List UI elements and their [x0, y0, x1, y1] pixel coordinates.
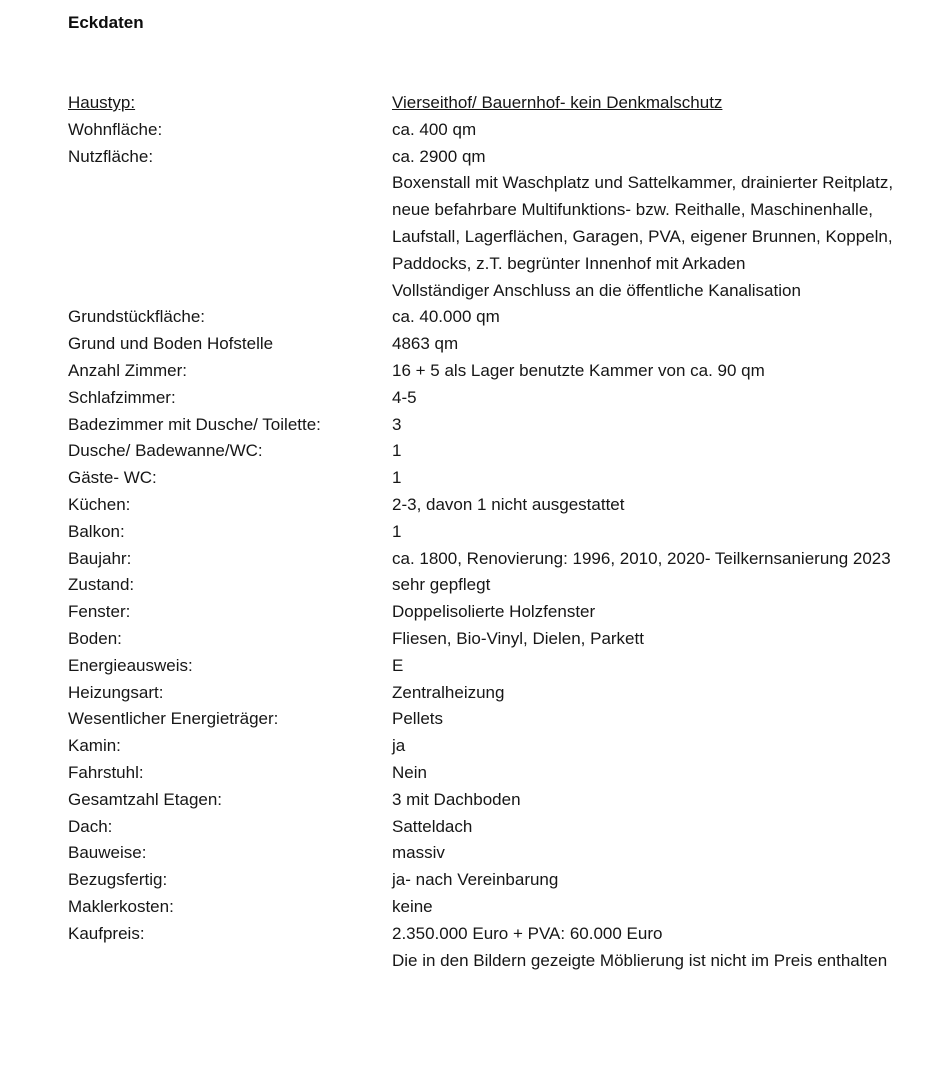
row-value: 16 + 5 als Lager benutzte Kammer von ca. 90 qm: [392, 360, 765, 380]
row-label: Baujahr:: [68, 548, 132, 568]
table-row: [68, 840, 905, 867]
row-value: 4-5: [392, 387, 417, 407]
row-value: Boxenstall mit Waschplatz und Sattelkammer, drainierter Reitplatz, neue befahrbare Multifunktions- bzw. Reithalle, Maschinenhalle, Laufstall, Lagerflächen, Garagen, PVA, eigener Brunnen, Koppeln, Paddocks, z.T. begrünter Innenhof mit Arkaden: [392, 173, 894, 273]
row-label: Fenster:: [68, 602, 131, 622]
table-row: [68, 787, 905, 814]
row-value: Die in den Bildern gezeigte Möblierung ist nicht im Preis enthalten: [392, 950, 888, 970]
row-label: Küchen:: [68, 494, 131, 514]
row-label: Bezugsfertig:: [68, 870, 168, 890]
row-label: Bauweise:: [68, 843, 147, 863]
row-value: Vierseithof/ Bauernhof- kein Denkmalschutz: [392, 93, 723, 112]
row-value: 3 mit Dachboden: [392, 789, 521, 809]
table-row: [68, 331, 905, 358]
row-value: Fliesen, Bio-Vinyl, Dielen, Parkett: [392, 628, 644, 648]
table-row: [68, 572, 905, 599]
table-row: [68, 144, 905, 171]
row-value: 1: [392, 441, 402, 461]
table-row: [68, 304, 905, 331]
row-value: Zentralheizung: [392, 682, 505, 702]
key-data-table: [68, 90, 905, 974]
row-label: Kaufpreis:: [68, 923, 145, 943]
row-value: Nein: [392, 762, 427, 782]
row-label: Nutzfläche:: [68, 146, 154, 166]
row-label: Heizungsart:: [68, 682, 164, 702]
row-label: Kamin:: [68, 736, 121, 756]
row-label: Gesamtzahl Etagen:: [68, 789, 223, 809]
table-row: [68, 894, 905, 921]
table-row: [68, 814, 905, 841]
row-value: E: [392, 655, 404, 675]
table-row: [68, 921, 905, 948]
table-row: [68, 438, 905, 465]
row-label: Wohnfläche:: [68, 119, 163, 139]
page-title: Eckdaten: [68, 13, 144, 32]
table-row: [68, 492, 905, 519]
row-value: ca. 400 qm: [392, 119, 477, 139]
row-label: Schlafzimmer:: [68, 387, 176, 407]
table-row: [68, 465, 905, 492]
row-value: Vollständiger Anschluss an die öffentliche Kanalisation: [392, 280, 801, 300]
row-value: ca. 40.000 qm: [392, 307, 500, 327]
table-row: [68, 117, 905, 144]
row-value: 2.350.000 Euro + PVA: 60.000 Euro: [392, 923, 663, 943]
row-value: Pellets: [392, 709, 444, 729]
table-row: [68, 90, 905, 117]
row-value: 2-3, davon 1 nicht ausgestattet: [392, 494, 625, 514]
table-row: [68, 519, 905, 546]
row-value: ca. 2900 qm: [392, 146, 486, 166]
row-label: Dusche/ Badewanne/WC:: [68, 441, 263, 461]
table-row: [68, 867, 905, 894]
row-label: Grundstückfläche:: [68, 307, 206, 327]
row-value: 1: [392, 468, 402, 488]
row-value: sehr gepflegt: [392, 575, 491, 595]
row-value: ca. 1800, Renovierung: 1996, 2010, 2020- Teilkernsanierung 2023: [392, 548, 891, 568]
table-row: [68, 760, 905, 787]
table-row: [68, 680, 905, 707]
row-value: 4863 qm: [392, 334, 459, 354]
table-row: [68, 358, 905, 385]
row-value: ja: [392, 736, 406, 756]
table-row: [68, 706, 905, 733]
row-label: Wesentlicher Energieträger:: [68, 709, 279, 729]
row-value: ja- nach Vereinbarung: [392, 870, 559, 890]
table-row: [68, 599, 905, 626]
row-value: 1: [392, 521, 402, 541]
table-row: [68, 733, 905, 760]
row-label: Balkon:: [68, 521, 125, 541]
row-label: Boden:: [68, 628, 122, 648]
row-value: massiv: [392, 843, 445, 863]
table-row: [68, 948, 905, 975]
table-row: [68, 546, 905, 573]
table-row: [68, 412, 905, 439]
row-label: Gäste- WC:: [68, 468, 157, 488]
row-label: Anzahl Zimmer:: [68, 360, 188, 380]
row-label: Energieausweis:: [68, 655, 193, 675]
table-row: [68, 170, 905, 277]
table-row: [68, 626, 905, 653]
row-label: Zustand:: [68, 575, 135, 595]
table-row: [68, 385, 905, 412]
row-value: 3: [392, 414, 402, 434]
table-row: [68, 653, 905, 680]
row-label: Haustyp:: [68, 93, 136, 112]
row-value: keine: [392, 896, 433, 916]
row-value: Satteldach: [392, 816, 473, 836]
row-label: Fahrstuhl:: [68, 762, 144, 782]
row-value: Doppelisolierte Holzfenster: [392, 602, 596, 622]
row-label: Grund und Boden Hofstelle: [68, 334, 274, 354]
table-row: [68, 278, 905, 305]
row-label: Dach:: [68, 816, 113, 836]
row-label: Maklerkosten:: [68, 896, 174, 916]
row-label: Badezimmer mit Dusche/ Toilette:: [68, 414, 321, 434]
